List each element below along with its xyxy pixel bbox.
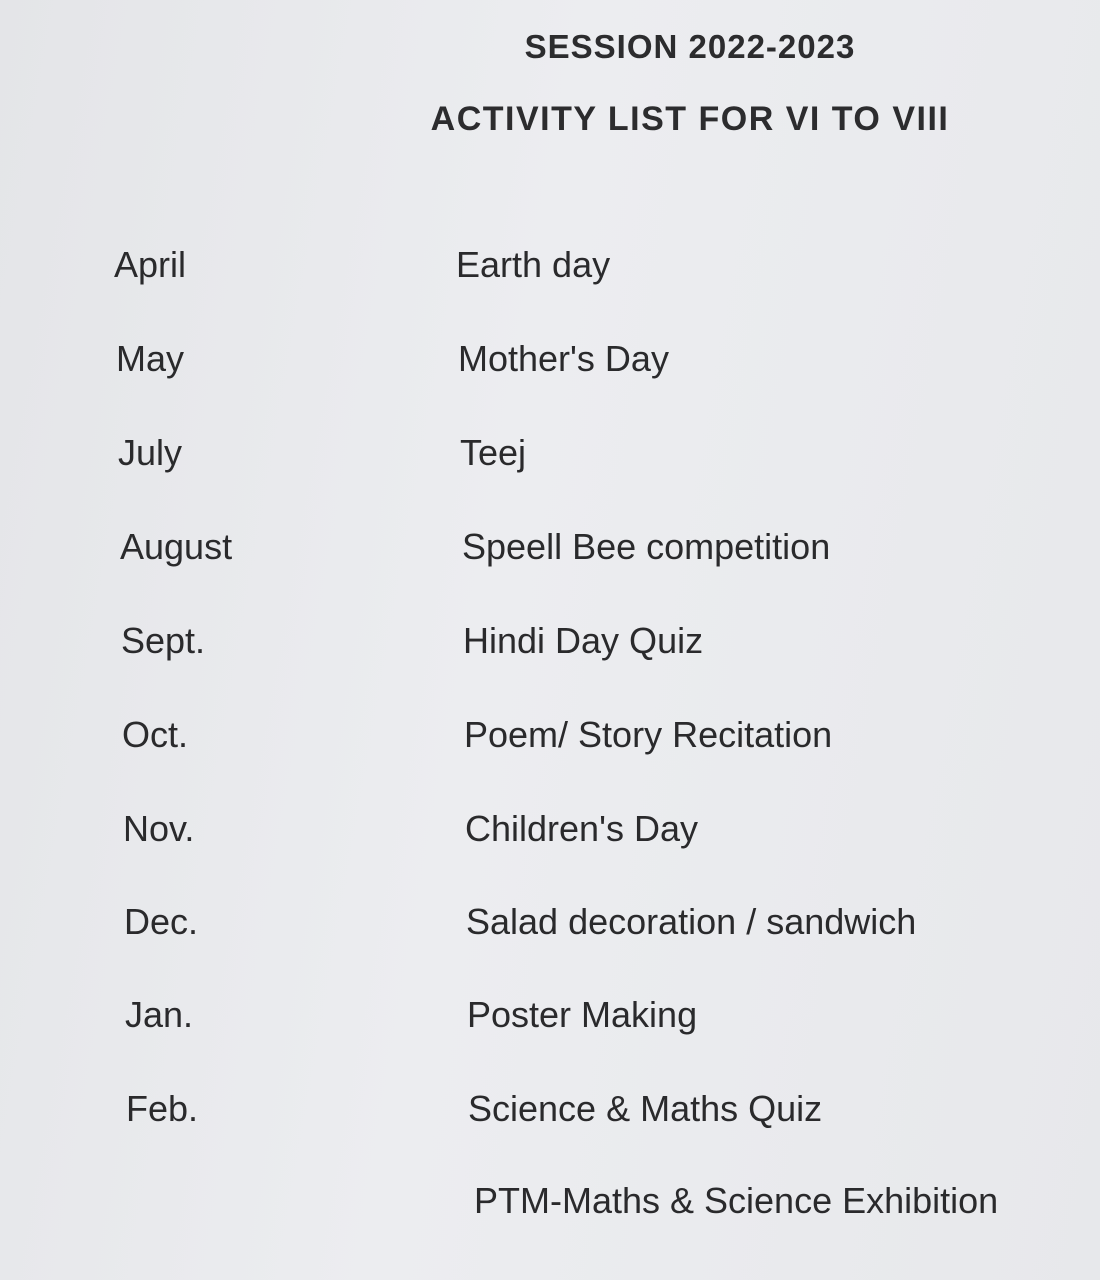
month-label: August: [120, 526, 233, 567]
activity-label: Children's Day: [465, 808, 698, 849]
activity-label: Salad decoration / sandwich: [466, 901, 917, 942]
activity-label: Mother's Day: [458, 338, 669, 379]
activity-label: Earth day: [456, 244, 611, 285]
month-label: Jan.: [125, 994, 194, 1035]
list-item: [114, 240, 1100, 290]
month-label: July: [118, 432, 183, 473]
month-label: Feb.: [126, 1088, 199, 1129]
activity-label: Teej: [460, 432, 527, 473]
list-item: [132, 1176, 1100, 1226]
activity-list-title: ACTIVITY LIST FOR VI TO VIII: [430, 100, 950, 138]
list-item: [122, 710, 1100, 760]
list-item: [120, 522, 1100, 572]
list-item: [125, 990, 1100, 1040]
list-item: [123, 804, 1100, 854]
list-item: [116, 334, 1100, 384]
list-item: [121, 616, 1100, 666]
month-label: Dec.: [124, 901, 199, 942]
list-item: [124, 897, 1100, 947]
activity-label: PTM-Maths & Science Exhibition: [474, 1180, 999, 1221]
list-item: [126, 1084, 1100, 1134]
month-label: April: [114, 244, 187, 285]
activity-label: Speell Bee competition: [462, 526, 831, 567]
list-item: [118, 428, 1100, 478]
month-label: Nov.: [123, 808, 195, 849]
month-label: May: [116, 338, 185, 379]
month-label: Oct.: [122, 714, 189, 755]
month-label: Sept.: [121, 620, 206, 661]
activity-label: Poem/ Story Recitation: [464, 714, 833, 755]
activity-label: Hindi Day Quiz: [463, 620, 704, 661]
activity-label: Poster Making: [467, 994, 698, 1035]
activity-label: Science & Maths Quiz: [468, 1088, 823, 1129]
session-heading: SESSION 2022-2023: [524, 28, 856, 65]
